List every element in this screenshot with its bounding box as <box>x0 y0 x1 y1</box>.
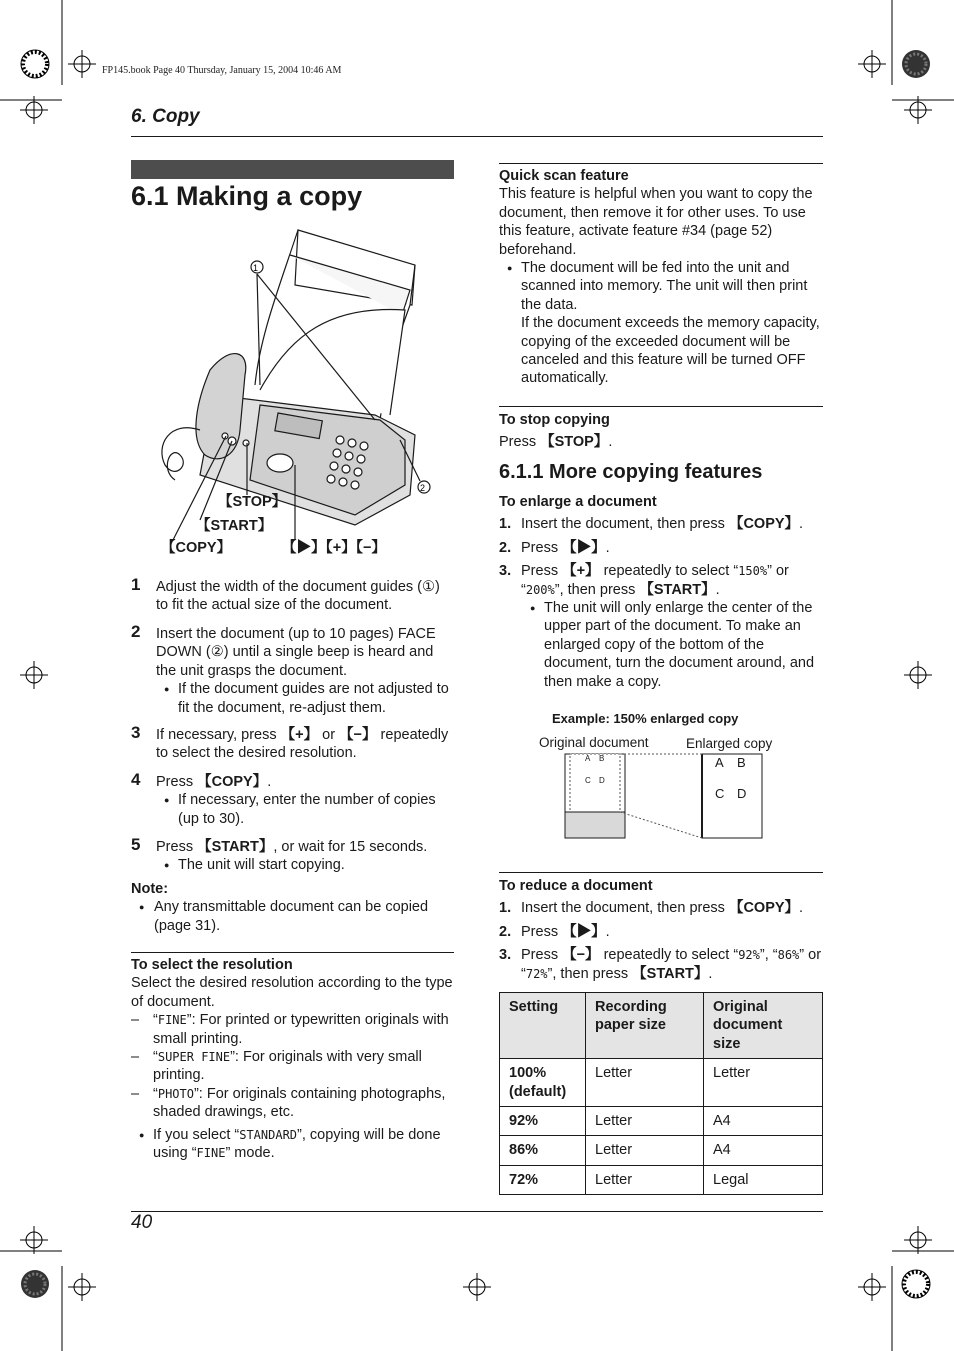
original-label: Original document <box>539 735 649 750</box>
step-text <box>156 726 454 763</box>
step-3 <box>131 723 454 763</box>
code: FINE <box>196 1146 226 1161</box>
fig-label-copy: 【COPY】 <box>161 540 232 556</box>
plus-key: 【+】 <box>280 727 319 743</box>
step-bullet: ● The unit will start copying. <box>156 856 454 874</box>
table-cell: Letter <box>704 1059 823 1107</box>
stop-section <box>499 411 823 452</box>
code: 200% <box>525 582 555 597</box>
step-number: 4 <box>131 770 141 789</box>
enl-letter-c: C <box>715 786 725 801</box>
copy-key: 【COPY】 <box>728 516 800 533</box>
table-cell: Letter <box>586 1059 704 1107</box>
text: If you select “ <box>153 1126 240 1143</box>
text: Press <box>156 839 198 855</box>
text: ”, copying will be done using “ <box>153 1126 441 1162</box>
text: . <box>799 900 804 917</box>
item-number: 3. <box>499 563 512 580</box>
code: 92% <box>738 948 760 963</box>
reduce-rule <box>499 872 823 873</box>
enlarge-bullet: ● The unit will only enlarge the center of the upper part of the document. To make an enlarged copy of the bottom of the document, turn the document around, and then make a copy. <box>522 599 823 691</box>
start-key: 【START】 <box>632 965 709 982</box>
more-features-heading: 6.1.1 More copying features <box>499 461 763 483</box>
text: ” or “ <box>521 947 822 982</box>
resolution-heading: To select the resolution <box>131 957 293 973</box>
table-cell: 92% <box>500 1107 586 1136</box>
text: Press <box>521 539 563 556</box>
enlarge-step-3 <box>499 562 823 599</box>
code: FINE <box>157 1013 187 1028</box>
orig-letter-b: B <box>599 754 605 763</box>
text: ”, then press <box>547 965 633 982</box>
stop-rule <box>499 406 823 407</box>
page-title: 6.1 Making a copy <box>131 181 363 211</box>
step-text: Adjust the width of the document guides (①) to fit the actual size of the document. <box>156 579 440 614</box>
minus-key: 【−】 <box>562 947 600 964</box>
enlarged-label: Enlarged copy <box>686 736 773 751</box>
quick-scan-bullet-continued: If the document exceeds the memory capacity, copying of the exceeded document will be canceled and this feature will be turned OFF automatically. <box>521 315 820 387</box>
text: . <box>605 539 610 556</box>
orig-letter-a: A <box>585 754 591 763</box>
print-info: FP145.book Page 40 Thursday, January 15, 2004 10:46 AM <box>102 65 342 76</box>
text: ” or “ <box>521 563 789 598</box>
copy-key: 【COPY】 <box>728 900 800 917</box>
stop-key: 【STOP】 <box>540 434 609 451</box>
resolution-item-photo: – “PHOTO”: For originals containing photographs, shaded drawings, etc. <box>131 1085 454 1122</box>
right-key: 【▶】 <box>562 539 606 556</box>
resolution-intro: Select the desired resolution according to the type of document. <box>131 975 453 1010</box>
table-cell: 72% <box>500 1165 586 1194</box>
text: ” mode. <box>225 1145 275 1162</box>
copy-key: 【COPY】 <box>197 774 268 790</box>
table-cell: A4 <box>704 1136 823 1165</box>
plus-key: 【+】 <box>562 563 600 580</box>
code: 86% <box>777 948 800 963</box>
example-title: Example: 150% enlarged copy <box>552 711 739 726</box>
enl-letter-b: B <box>737 755 746 770</box>
text: repeatedly to select the desired resolution. <box>156 727 449 762</box>
text: Press <box>521 563 563 580</box>
header-rule <box>131 136 823 137</box>
step-number: 2 <box>131 622 141 641</box>
minus-key: 【−】 <box>339 727 377 743</box>
resolution-rule <box>131 952 454 953</box>
step-1 <box>131 575 454 615</box>
text: repeatedly to select “ <box>599 947 739 964</box>
text: . <box>708 965 713 982</box>
text: If necessary, press <box>156 727 281 743</box>
text: Press <box>156 774 198 790</box>
quick-scan-heading: Quick scan feature <box>499 168 629 184</box>
table-cell: Letter <box>586 1136 704 1165</box>
code: 150% <box>738 564 768 579</box>
page-number: 40 <box>131 1212 153 1233</box>
table-cell: A4 <box>704 1107 823 1136</box>
step-4 <box>131 770 454 828</box>
step-5 <box>131 835 454 875</box>
fig-label-stop: 【STOP】 <box>218 494 287 510</box>
table-header: Setting <box>500 993 586 1059</box>
stop-text <box>499 433 823 451</box>
enlarge-section <box>499 493 823 691</box>
text: or <box>318 727 340 743</box>
step-text <box>156 838 454 856</box>
code: STANDARD <box>239 1127 298 1142</box>
step-number: 3 <box>131 723 141 742</box>
orig-letter-c: C <box>585 776 591 785</box>
text: Insert the document, then press <box>521 900 729 917</box>
step-number: 1 <box>131 575 141 594</box>
step-2 <box>131 622 454 717</box>
table-row <box>500 1107 823 1136</box>
note <box>131 880 454 935</box>
step-bullet: ● If necessary, enter the number of copies (up to 30). <box>156 791 454 828</box>
quick-scan-bullet: ● The document will be fed into the unit and scanned into memory. The unit will then print the data. <box>499 259 823 314</box>
text: . <box>608 434 613 451</box>
text: ”: For printed or typewritten originals with small printing. <box>153 1012 449 1047</box>
code: 72% <box>525 966 548 981</box>
table-cell: Letter <box>586 1107 704 1136</box>
table-row <box>500 1165 823 1194</box>
text: Press <box>521 923 563 940</box>
step-text <box>156 773 454 791</box>
resolution-bullet <box>131 1126 454 1163</box>
note-bullet: ● Any transmittable document can be copied (page 31). <box>131 898 454 935</box>
enlarge-step-2 <box>499 539 823 557</box>
code: SUPER FINE <box>157 1050 231 1065</box>
text: ”: For originals containing photographs, shaded drawings, etc. <box>153 1085 446 1121</box>
reduce-step-1 <box>499 899 823 917</box>
item-number: 3. <box>499 947 512 964</box>
reduce-section <box>499 877 823 983</box>
text: Insert the document, then press <box>521 516 729 533</box>
section-title: 6. Copy <box>131 106 200 127</box>
callout-2-text: 2 <box>420 483 426 493</box>
table-header: Recording paper size <box>586 993 704 1059</box>
step-number: 5 <box>131 835 141 854</box>
text: ”, then press <box>554 581 640 598</box>
reduce-step-3 <box>499 946 823 983</box>
text: Press <box>499 434 541 451</box>
reduction-table <box>499 992 823 1195</box>
enlarge-heading: To enlarge a document <box>499 494 657 510</box>
fig-label-start: 【START】 <box>196 518 273 534</box>
item-number: 2. <box>499 539 512 556</box>
text: . <box>715 581 720 598</box>
callout-1-text: 1 <box>253 263 259 273</box>
table-cell: 86% <box>500 1136 586 1165</box>
table-cell: 100% (default) <box>500 1059 586 1107</box>
text: , or wait for 15 seconds. <box>273 839 428 855</box>
step-text: Insert the document (up to 10 pages) FACE DOWN (②) until a single beep is heard and the unit grasps the document. <box>156 626 436 679</box>
enlarge-step-1 <box>499 515 823 533</box>
text: . <box>799 516 804 533</box>
footer-rule <box>131 1211 823 1212</box>
stop-heading: To stop copying <box>499 412 610 428</box>
table-row <box>500 1136 823 1165</box>
table-header: Original document size <box>704 993 823 1059</box>
start-key: 【START】 <box>197 839 274 855</box>
code: PHOTO <box>157 1086 194 1101</box>
table-cell: Letter <box>586 1165 704 1194</box>
fax-machine-illustration <box>140 225 450 560</box>
enl-letter-d: D <box>737 786 747 801</box>
reduce-step-2 <box>499 923 823 941</box>
fig-label-keys: 【▶】【+】【−】 <box>282 540 386 556</box>
start-key: 【START】 <box>639 581 716 598</box>
resolution-item-fine: – “FINE”: For printed or typewritten originals with small printing. <box>131 1011 454 1048</box>
table-row <box>500 1059 823 1107</box>
note-heading: Note: <box>131 881 169 897</box>
title-bar <box>131 160 454 179</box>
right-key: 【▶】 <box>562 923 606 940</box>
text: ”: For originals with very small printing. <box>153 1049 422 1084</box>
table-header-row <box>500 993 823 1059</box>
resolution-item-super-fine: – “SUPER FINE”: For originals with very small printing. <box>131 1048 454 1085</box>
text: Press <box>521 947 563 964</box>
quick-scan-rule <box>499 163 823 164</box>
table-cell: Legal <box>704 1165 823 1194</box>
resolution-section <box>131 956 454 1162</box>
item-number: 2. <box>499 923 512 940</box>
step-bullet: ● If the document guides are not adjusted to fit the document, re-adjust them. <box>156 680 454 717</box>
quick-scan-section <box>499 167 823 388</box>
text: . <box>267 774 272 790</box>
quick-scan-intro: This feature is helpful when you want to copy the document, then remove it for other uses. To use this feature, activate feature #34 (page 52) beforehand. <box>499 186 813 258</box>
reduce-heading: To reduce a document <box>499 878 653 894</box>
orig-letter-d: D <box>599 776 605 785</box>
text: . <box>605 923 610 940</box>
text: ”, “ <box>759 947 778 964</box>
text: repeatedly to select “ <box>599 563 739 580</box>
enl-letter-a: A <box>715 755 724 770</box>
item-number: 1. <box>499 516 512 533</box>
item-number: 1. <box>499 900 512 917</box>
